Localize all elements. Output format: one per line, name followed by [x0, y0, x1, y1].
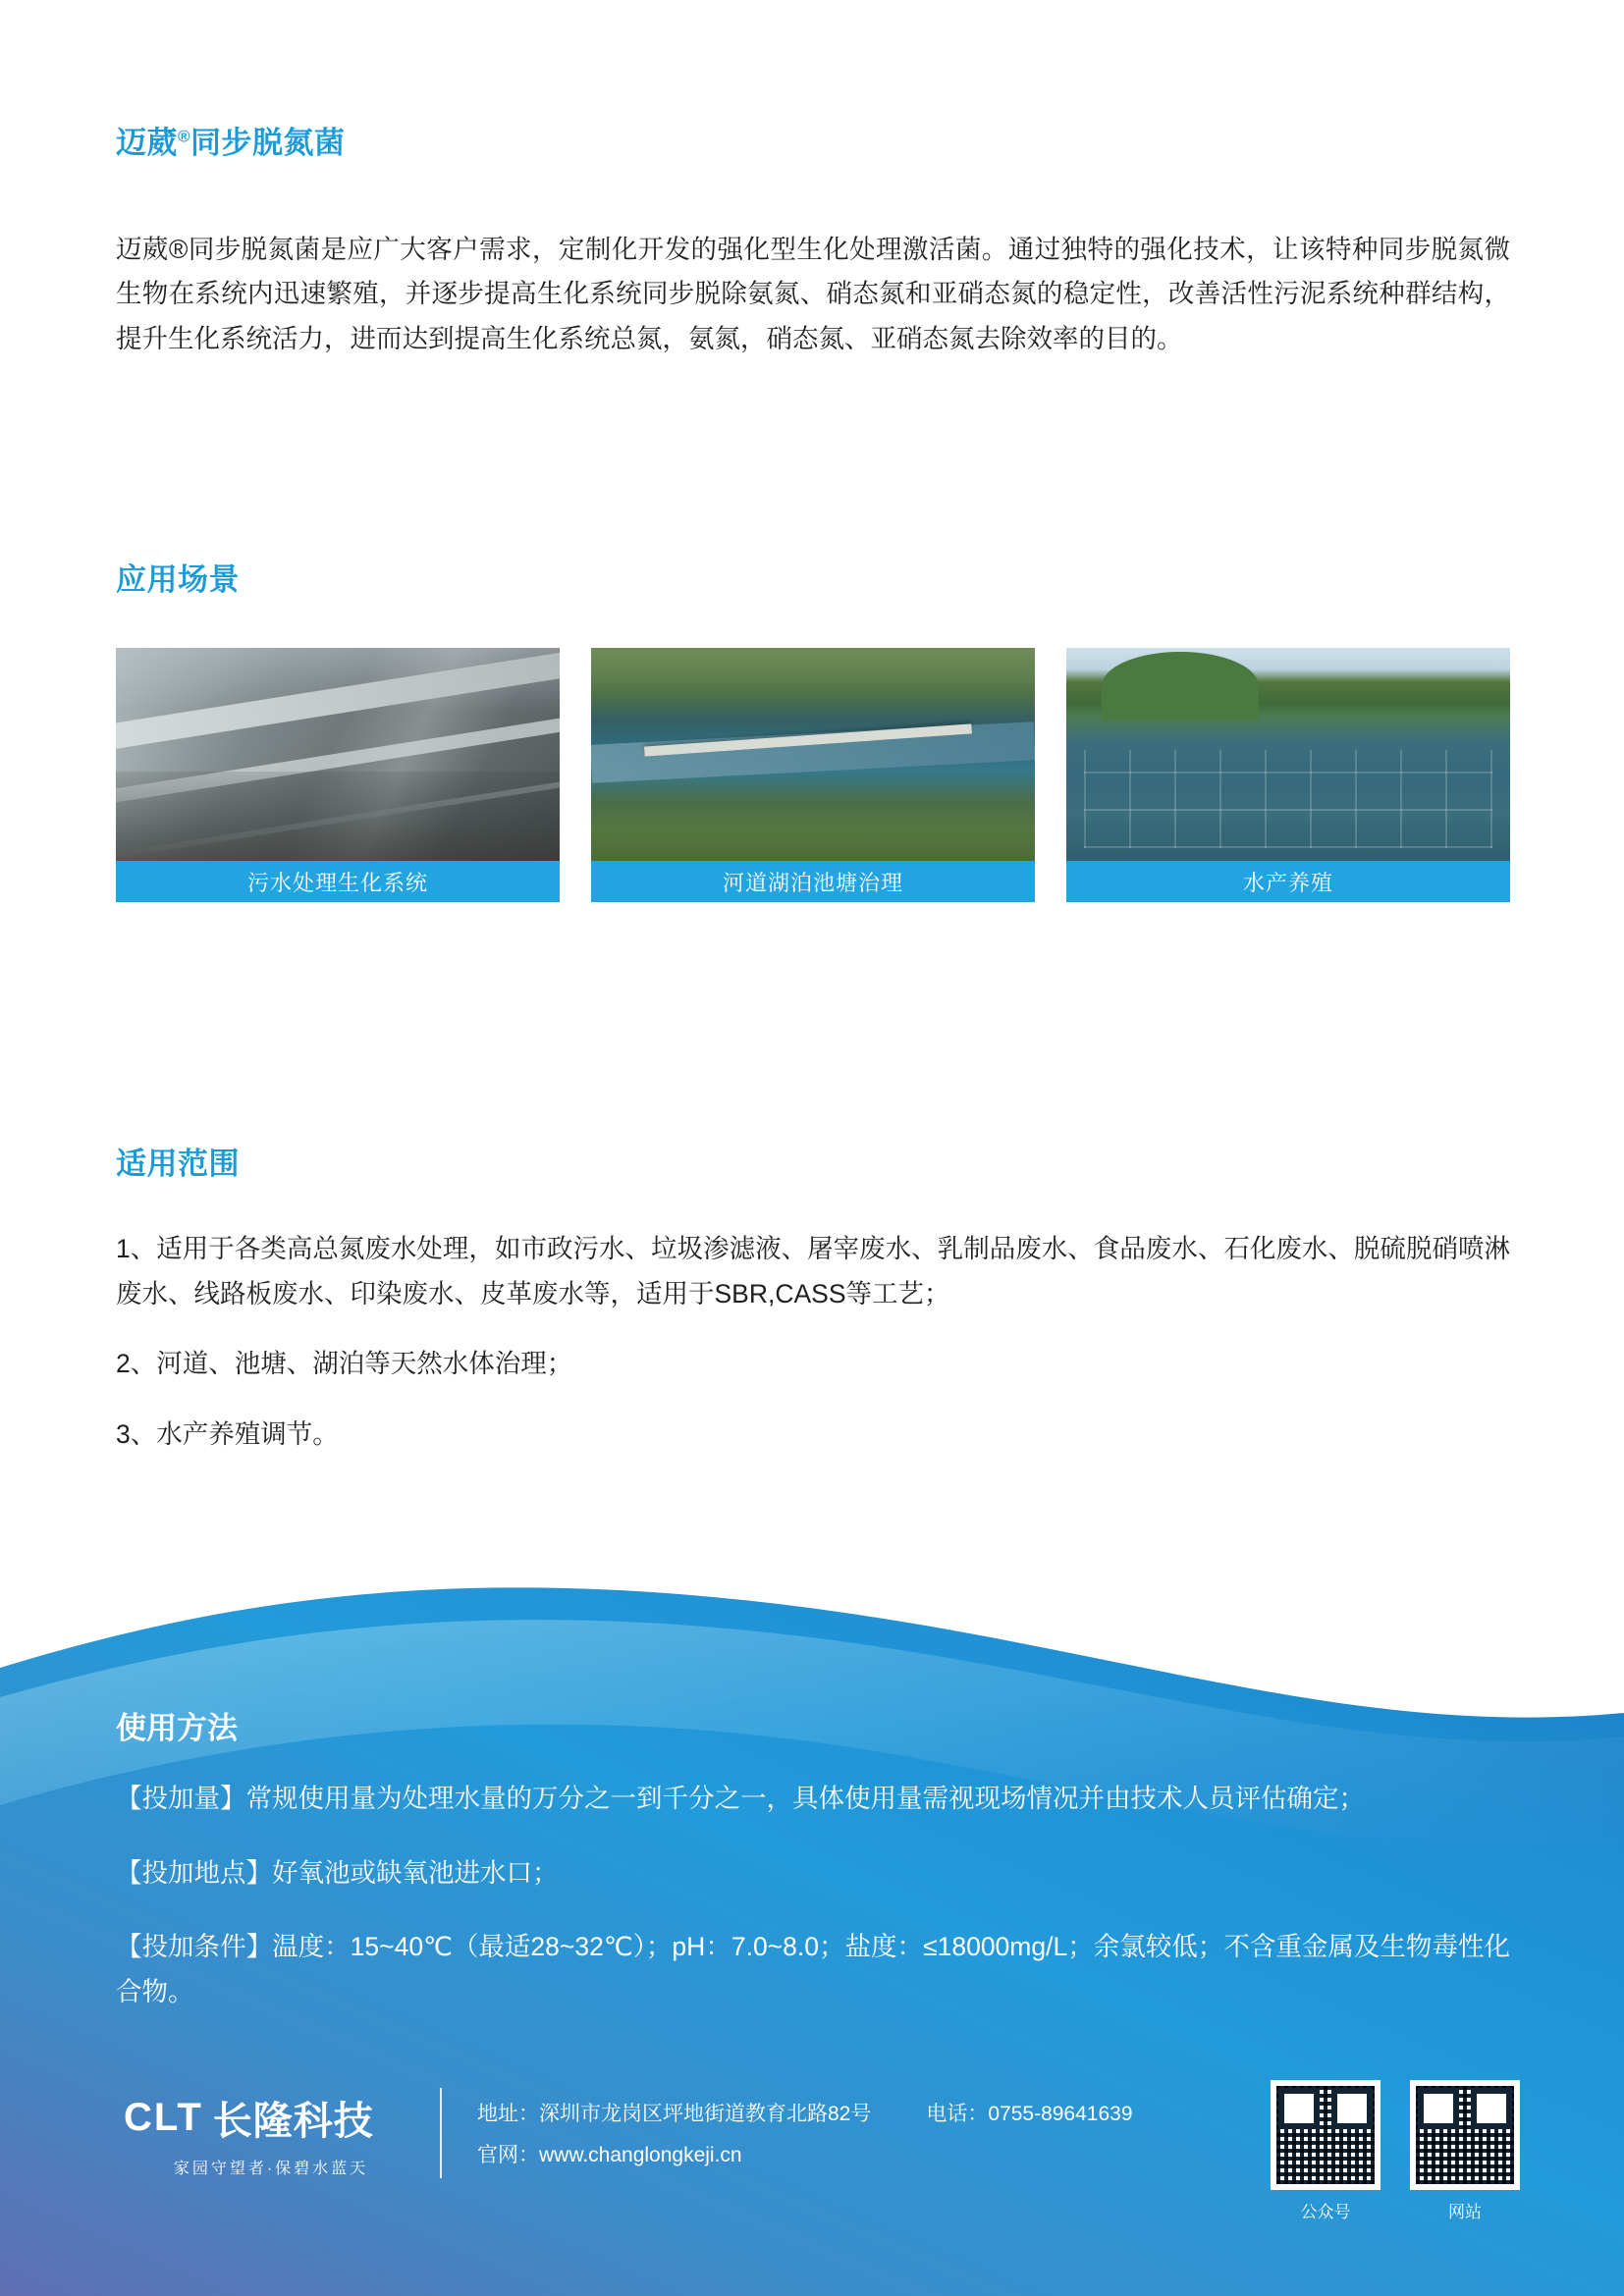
logo-mark-text: CLT	[124, 2096, 203, 2139]
qr-code-item	[1271, 2080, 1380, 2222]
application-card	[591, 648, 1035, 902]
page-title	[116, 118, 346, 162]
page-title-text: 迈葳	[116, 126, 178, 160]
scope-heading: 适用范围	[116, 1147, 240, 1181]
usage-section	[116, 1703, 1510, 2014]
applications-heading: 应用场景	[116, 562, 240, 597]
footer-address-label: 地址：	[477, 2103, 539, 2125]
application-card	[1066, 648, 1510, 902]
footer-website-value[interactable]: www.changlongkeji.cn	[539, 2144, 742, 2166]
qr-codes	[1271, 2080, 1520, 2222]
application-card	[116, 648, 560, 902]
river-lake-pond-treatment-photo	[591, 648, 1035, 861]
footer-divider	[440, 2088, 442, 2178]
scope-item: 2、河道、池塘、湖泊等天然水体治理；	[116, 1349, 573, 1379]
usage-heading: 使用方法	[116, 1711, 238, 1745]
footer-phone-label: 电话：	[926, 2103, 989, 2125]
logo-company-name: 长隆科技	[212, 2100, 374, 2143]
wechat-official-account-qr	[1271, 2080, 1380, 2190]
logo-slogan: 家园守望者·保碧水蓝天	[173, 2161, 369, 2177]
footer-phone-value: 0755-89641639	[988, 2103, 1133, 2125]
scope-list	[116, 1227, 1510, 1482]
footer-contact	[477, 2094, 1133, 2176]
intro-paragraph: 迈葳®同步脱氮菌是应广大客户需求，定制化开发的强化型生化处理激活菌。通过独特的强化技术，让该特种同步脱氮微生物在系统内迅速繁殖，并逐步提高生化系统同步脱除氨氮、硝态氮和亚硝态氮的稳定性，改善活性污泥系统种群结构，提升生化系统活力，进而达到提高生化系统总氮，氨氮，硝态氮、亚硝态氮去除效率的目的。	[116, 234, 1510, 354]
usage-item: 【投加地点】好氧池或缺氧池进水口；	[116, 1857, 559, 1888]
application-card-label: 水产养殖	[1066, 861, 1510, 902]
application-card-label: 河道湖泊池塘治理	[591, 861, 1035, 902]
page-title-suffix: 同步脱氮菌	[190, 126, 346, 160]
website-qr	[1410, 2080, 1520, 2190]
application-cards	[116, 648, 1510, 902]
usage-item: 【投加条件】温度：15~40℃（最适28~32℃）；pH：7.0~8.0；盐度：≤18000mg/L；余氯较低；不含重金属及生物毒性化合物。	[116, 1932, 1510, 2006]
footer-website-label: 官网：	[477, 2144, 539, 2166]
footer-address	[477, 2094, 871, 2135]
footer-phone	[926, 2094, 1132, 2135]
scope-item: 1、适用于各类高总氮废水处理，如市政污水、垃圾渗滤液、屠宰废水、乳制品废水、食品废水、石化废水、脱硫脱硝喷淋废水、线路板废水、印染废水、皮革废水等，适用于SBR,CASS等工艺；	[116, 1234, 1510, 1308]
footer	[116, 2080, 1520, 2227]
qr-caption: 网站	[1448, 2203, 1482, 2221]
scope-item: 3、水产养殖调节。	[116, 1418, 339, 1449]
footer-website[interactable]	[477, 2135, 742, 2176]
aquaculture-photo	[1066, 648, 1510, 861]
wastewater-biochemical-system-photo	[116, 648, 560, 861]
footer-address-value: 深圳市龙岗区坪地街道教育北路82号	[539, 2103, 872, 2125]
usage-item: 【投加量】常规使用量为处理水量的万分之一到千分之一，具体使用量需视现场情况并由技术人员评估确定；	[116, 1784, 1365, 1813]
company-logo	[124, 2090, 418, 2178]
qr-code-item	[1410, 2080, 1520, 2222]
qr-caption: 公众号	[1300, 2203, 1351, 2221]
registered-mark: ®	[178, 127, 191, 146]
application-card-label: 污水处理生化系统	[116, 861, 560, 902]
